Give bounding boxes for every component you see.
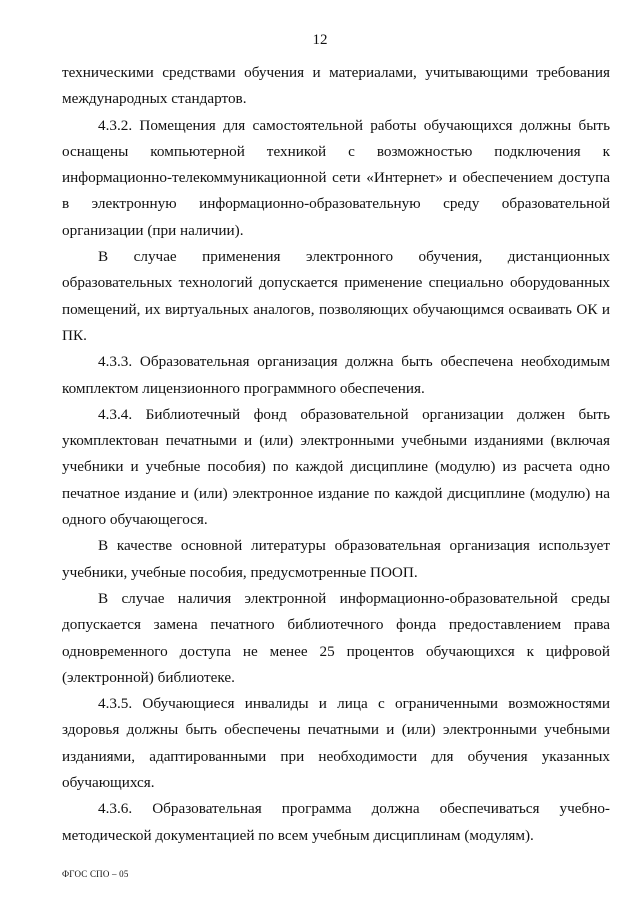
paragraph-4-3-2: 4.3.2. Помещения для самостоятельной работы обучающихся должны быть оснащены компьютерной техникой с возможностью подключения к информационно-телекоммуникационной сети «Интернет» и обеспечением доступа в электронную информационно-образовательную среду образовательной организации (при наличии).	[62, 116, 610, 239]
paragraph-electronic-library: В случае наличия электронной информационно-образовательной среды допускается замена печатного библиотечного фонда предоставлением права одновременного доступа не менее 25 процентов обучающихся к цифровой (электронной) библиотеке.	[62, 589, 610, 686]
page-number: 12	[312, 32, 328, 48]
paragraph-electronic-learning: В случае применения электронного обучения, дистанционных образовательных технологий допускается применение специально оборудованных помещений, их виртуальных аналогов, позволяющих обучающимся осваивать ОК и ПК.	[62, 248, 610, 344]
paragraph-continuation: техническими средствами обучения и материалами, учитывающими требования международных стандартов.	[62, 64, 610, 108]
paragraph-4-3-4: 4.3.4. Библиотечный фонд образовательной организации должен быть укомплектован печатными и (или) электронными учебными изданиями (включая учебники и учебные пособия) по каждой дисциплине (модулю) из расчета одно печатное издание и (или) электронное издание по каждой дисциплине (модулю) на одного обучающегося.	[62, 405, 610, 529]
document-body	[62, 60, 610, 849]
paragraph-4-3-5: 4.3.5. Обучающиеся инвалиды и лица с ограниченными возможностями здоровья должны быть обеспечены печатными и (или) электронными учебными изданиями, адаптированными при необходимости для обучения указанных обучающихся.	[62, 695, 610, 792]
page-footer: ФГОС СПО – 05	[62, 869, 129, 879]
paragraph-4-3-3: 4.3.3. Образовательная организация должна быть обеспечена необходимым комплектом лицензионного программного обеспечения.	[62, 353, 610, 397]
paragraph-4-3-6: 4.3.6. Образовательная программа должна обеспечиваться учебно-методической документацией по всем учебным дисциплинам (модулям).	[62, 800, 610, 844]
paragraph-main-literature: В качестве основной литературы образовательная организация использует учебники, учебные пособия, предусмотренные ПООП.	[62, 537, 610, 581]
